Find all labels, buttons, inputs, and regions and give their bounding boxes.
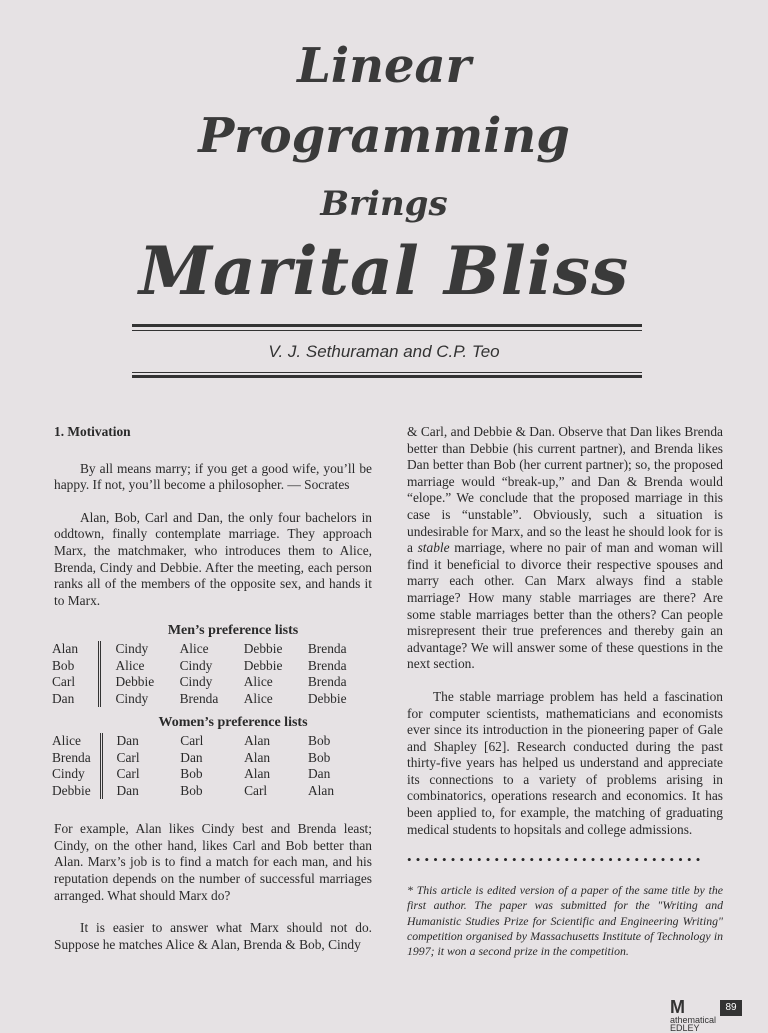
table-cell-choice: Brenda <box>307 674 347 690</box>
table-cell-choice: Carl <box>180 732 204 748</box>
womens-preference-row <box>52 766 372 783</box>
table-cell-choice: Alan <box>244 766 271 782</box>
table-cell-choice: Alice <box>100 658 180 675</box>
table-cell-choice: Alan <box>244 749 271 765</box>
table-row-person: Carl <box>52 674 76 690</box>
paragraph-history: The stable marriage problem has held a fascination for computer scientists, mathematicians and economists ever since its introduction in the pioneering paper of Gale and Shapley [62]. Research conducted during the past thirty-five years has helped us understand and appreciate its connections to a variety of problems arising in combinatorics, operations research and economics. It has been applied to, for example, the matching of graduating medical students to hopsitals and college admissions. <box>407 688 723 837</box>
logo-letter: M <box>670 997 685 1017</box>
table-row-person: Debbie <box>52 782 91 798</box>
paragraph-should-not: It is easier to answer what Marx should not do. Suppose he matches Alice & Alan, Brenda & Bob, Cindy <box>54 920 372 952</box>
womens-preference-row <box>52 783 372 800</box>
table-cell-choice: Carl <box>244 782 268 798</box>
italic-stable: stable <box>417 540 450 556</box>
epigraph-quote: By all means marry; if you get a good wife, you’ll be happy. If not, you’ll become a philosopher. — Socrates <box>54 460 372 493</box>
table-row-person: Brenda <box>52 749 91 765</box>
table-cell-choice: Cindy <box>100 641 180 658</box>
title-line-2: Programming <box>198 108 570 164</box>
table-cell-choice: Debbie <box>243 640 283 656</box>
table-cell-choice: Bob <box>180 782 203 798</box>
mens-preference-row <box>52 691 372 708</box>
title-line-4: Marital Bliss <box>138 232 630 310</box>
table-cell-choice: Debbie <box>243 657 283 673</box>
title-rule-bottom-thick <box>132 375 642 378</box>
table-cell-choice: Carl <box>101 766 180 783</box>
title-line-1: Linear <box>297 38 471 94</box>
magazine-logo <box>670 998 716 1032</box>
table-cell-choice: Brenda <box>307 657 347 673</box>
womens-preference-table <box>52 733 372 799</box>
womens-preference-row <box>52 750 372 767</box>
logo-line-2: EDLEY <box>670 1023 700 1033</box>
title-rule-top-thick <box>132 324 642 327</box>
table-row-person: Alan <box>52 640 79 656</box>
table-cell-choice: Alan <box>244 732 271 748</box>
table-cell-choice: Carl <box>101 750 180 767</box>
logo-line-1: athematical <box>670 1015 717 1025</box>
table-row-person: Dan <box>52 690 75 706</box>
womens-preference-row <box>52 733 372 750</box>
table-cell-choice: Bob <box>308 732 331 748</box>
table-cell-choice: Debbie <box>307 690 347 706</box>
mens-preference-row <box>52 674 372 691</box>
table-cell-choice: Brenda <box>179 690 219 706</box>
title-rule-top-thin <box>132 330 642 331</box>
table-cell-choice: Dan <box>308 766 331 782</box>
right-column <box>407 424 723 960</box>
section-heading: 1. Motivation <box>54 424 131 439</box>
table-cell-choice: Debbie <box>100 674 180 691</box>
mens-preference-row <box>52 641 372 658</box>
footnote: * This article is edited version of a paper of the same title by the first author. The paper was submitted for the "Writing and Humanistic Studies Prize for Scientific and Engineering Writing" competition organised by Massachusetts Institute of Technology in 1997; it won a second prize in the competition. <box>407 882 723 959</box>
paragraph-intro: Alan, Bob, Carl and Dan, the only four bachelors in oddtown, finally contemplate marriage. They approach Marx, the matchmaker, who introduces them to Alice, Brenda, Cindy and Debbie. After the meeting, each person ranks all of the members of the opposite sex, and hands it to Marx. <box>54 509 372 608</box>
table-cell-choice: Brenda <box>307 640 347 656</box>
table-cell-choice: Alice <box>179 640 209 656</box>
title-line-3: Brings <box>320 184 448 224</box>
table-cell-choice: Cindy <box>100 691 180 708</box>
table-cell-choice: Alice <box>243 674 273 690</box>
paragraph-text: marriage, where no pair of man and woman will find it beneficial to divorce their respective spouses and marry each other. Can Marx always find a stable marriage? How many stable marriages are there? Are some stable marriages better than the others? Can people misrepresent their true preferences and thereby gain an advantage? We will answer some of these questions in the next section. <box>407 540 723 672</box>
table-cell-choice: Dan <box>180 749 203 765</box>
table-cell-choice: Cindy <box>179 657 213 673</box>
table-row-person: Alice <box>52 732 81 748</box>
title-rule-bottom-thin <box>132 372 642 373</box>
table-cell-choice: Bob <box>180 766 203 782</box>
table-cell-choice: Dan <box>101 733 180 750</box>
dotted-separator: •••••••••••••••••••••••••••••••••• <box>407 852 705 868</box>
page-number: 89 <box>720 1000 742 1016</box>
mens-preference-row <box>52 658 372 675</box>
table-cell-choice: Bob <box>308 749 331 765</box>
table-row-person: Cindy <box>52 766 85 782</box>
table-cell-choice: Alice <box>243 690 273 706</box>
paragraph-stable-definition <box>407 424 723 673</box>
table-row-person: Bob <box>52 657 75 673</box>
paragraph-example: For example, Alan likes Cindy best and Brenda least; Cindy, on the other hand, likes Carl and Bob better than Alan. Marx’s job is to find a match for each man, and his reputation depends on the number of successful marriages arranged. What should Marx do? <box>54 821 372 903</box>
table-cell-choice: Alan <box>308 782 335 798</box>
womens-preference-title: Women’s preference lists <box>158 715 308 731</box>
paragraph-text: & Carl, and Debbie & Dan. Observe that Dan likes Brenda better than Debbie (his current partner), and Brenda likes Dan better than Bob (her current partner); so, the proposed marriage would “break-up,” and Dan & Brenda would “elope.” We conclude that the proposed marriage in this case is “unstable”. Obviously, such a situation is undesirable for Marx, and so the least he should look for is a <box>407 424 723 556</box>
mens-preference-title: Men’s preference lists <box>167 623 299 639</box>
table-cell-choice: Cindy <box>179 674 213 690</box>
authors: V. J. Sethuraman and C.P. Teo <box>268 342 500 361</box>
mens-preference-table <box>52 641 372 707</box>
left-column <box>54 424 372 953</box>
table-cell-choice: Dan <box>101 783 180 800</box>
